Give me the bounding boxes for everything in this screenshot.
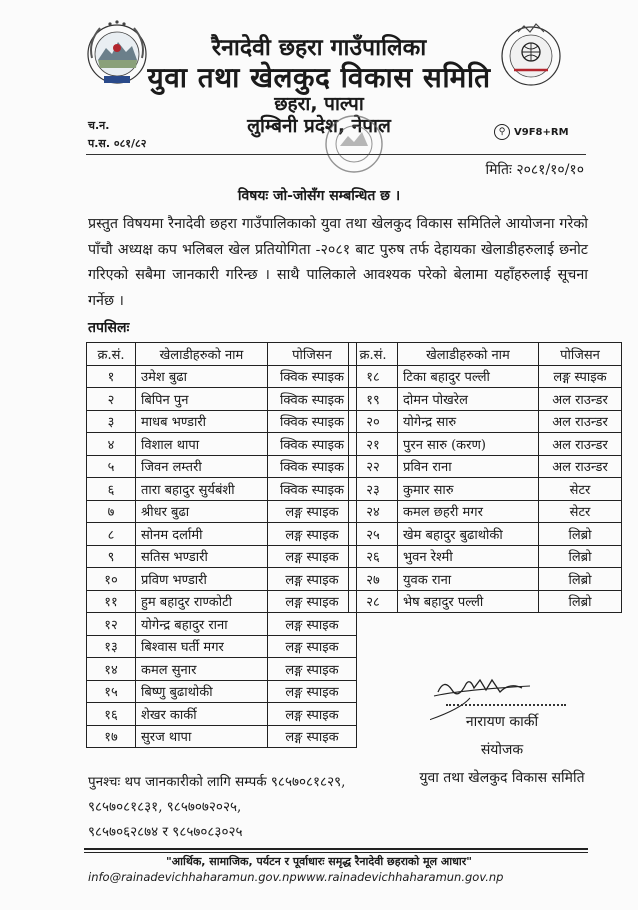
position-cell: लङ्ग स्पाइक	[268, 680, 357, 703]
table-row	[87, 433, 357, 456]
table-row	[349, 590, 622, 613]
table-row	[349, 388, 622, 411]
serial-cell: २८	[349, 590, 398, 613]
player-name-cell: श्रीधर बुढा	[136, 500, 268, 523]
table-row	[349, 433, 622, 456]
position-cell: लङ्ग स्पाइक	[268, 703, 357, 726]
serial-cell: ५	[87, 455, 136, 478]
player-name-cell: शेखर कार्की	[136, 703, 268, 726]
position-cell: क्विक स्पाइक	[268, 433, 357, 456]
player-name-cell: विशाल थापा	[136, 433, 268, 456]
position-cell: लिब्रो	[539, 523, 622, 546]
serial-cell: ७	[87, 500, 136, 523]
serial-cell: २१	[349, 433, 398, 456]
serial-cell: २७	[349, 568, 398, 591]
player-name-cell: सोनम दर्लामी	[136, 523, 268, 546]
footer-tagline: "आर्थिक, सामाजिक, पर्यटन र पूर्वाधारः समृद्ध रैनादेवी छहराको मूल आधार"	[166, 855, 472, 868]
serial-cell: १०	[87, 568, 136, 591]
player-name-cell: युवक राना	[398, 568, 539, 591]
player-name-cell: माधब भण्डारी	[136, 410, 268, 433]
position-cell: अल राउन्डर	[539, 388, 622, 411]
table-row	[349, 500, 622, 523]
serial-cell: २३	[349, 478, 398, 501]
player-name-cell: सतिस भण्डारी	[136, 545, 268, 568]
letter-body: प्रस्तुत विषयमा रैनादेवी छहरा गाउँपालिकाको युवा तथा खेलकुद विकास समितिले आयोजना गरेको पाँचौ अध्यक्ष कप भलिबल खेल प्रतियोगिता -२०८१ बाट पुरुष तर्फ देहायका खेलाडीहरुलाई छनोट गरिएको सबैमा जानकारी गरिन्छ । साथै पालिकाले आवश्यक परेको बेलामा यहाँहरुलाई सूचना गर्नेछ ।	[88, 216, 588, 309]
player-name-cell: भेष बहादुर पल्ली	[398, 590, 539, 613]
location-code-text: V9F8+RM	[514, 126, 569, 138]
table-row	[87, 523, 357, 546]
position-cell: लङ्ग स्पाइक	[268, 545, 357, 568]
position-cell: लङ्ग स्पाइक	[268, 523, 357, 546]
location-code	[494, 124, 569, 140]
player-name-cell: बिष्णु बुढाथोकी	[136, 680, 268, 703]
header-player-name: खेलाडीहरुको नाम	[136, 343, 268, 366]
position-cell: लङ्ग स्पाइक	[268, 725, 357, 748]
header-position: पोजिसन	[268, 343, 357, 366]
player-name-cell: टिका बहादुर पल्ली	[398, 365, 539, 388]
address-line-2: लुम्बिनी प्रदेश, नेपाल	[247, 115, 391, 137]
table-row	[87, 388, 357, 411]
position-cell: लङ्ग स्पाइक	[268, 568, 357, 591]
details-label: तपसिलः	[88, 320, 130, 336]
serial-cell: २४	[349, 500, 398, 523]
serial-cell: १८	[349, 365, 398, 388]
footer-divider	[84, 848, 588, 850]
table-row	[349, 545, 622, 568]
serial-cell: १४	[87, 658, 136, 681]
signatory-name: नारायण कार्की	[465, 714, 539, 730]
player-name-cell: सुरज थापा	[136, 725, 268, 748]
contact-line-3: ९८५७०६२८७४ र ९८५७०८३०२५	[88, 824, 243, 840]
position-cell: अल राउन्डर	[539, 433, 622, 456]
position-cell: क्विक स्पाइक	[268, 455, 357, 478]
table-row	[349, 568, 622, 591]
table-row	[87, 545, 357, 568]
players-table-left	[86, 342, 357, 748]
footer-divider-thin	[84, 852, 588, 853]
position-cell: लङ्ग स्पाइक	[268, 658, 357, 681]
player-name-cell: तारा बहादुर सुर्यबंशी	[136, 478, 268, 501]
player-name-cell: प्रविन राना	[398, 455, 539, 478]
serial-cell: ११	[87, 590, 136, 613]
signatory-role: संयोजक	[480, 742, 524, 758]
serial-cell: १७	[87, 725, 136, 748]
serial-cell: १५	[87, 680, 136, 703]
position-cell: लिब्रो	[539, 568, 622, 591]
postscript-contact	[88, 770, 398, 845]
header-player-name: खेलाडीहरुको नाम	[398, 343, 539, 366]
serial-cell: २०	[349, 410, 398, 433]
table-row	[87, 410, 357, 433]
table-row	[87, 613, 357, 636]
table-row	[87, 478, 357, 501]
table-row	[349, 455, 622, 478]
position-cell: अल राउन्डर	[539, 455, 622, 478]
table-row	[87, 680, 357, 703]
signatory-organization: युवा तथा खेलकुद विकास समिति	[419, 770, 585, 786]
player-name-cell: प्रविण भण्डारी	[136, 568, 268, 591]
footer-contact-links: info@rainadevichhaharamun.gov.npwww.rainadevichhaharamun.gov.np	[88, 870, 504, 884]
serial-cell: ४	[87, 433, 136, 456]
serial-cell: ९	[87, 545, 136, 568]
address-line-1: छहरा, पाल्पा	[274, 93, 364, 115]
player-name-cell: कमल सुनार	[136, 658, 268, 681]
fiscal-year-ref: प.स. ०८१/८२	[88, 137, 147, 150]
letter-subject: विषयः जो-जोसँग सम्बन्धित छ ।	[237, 188, 401, 204]
serial-cell: १२	[87, 613, 136, 636]
letter-date: मितिः २०८१/१०/१०	[485, 162, 584, 178]
position-cell: क्विक स्पाइक	[268, 410, 357, 433]
position-cell: लङ्ग स्पाइक	[268, 500, 357, 523]
serial-cell: १९	[349, 388, 398, 411]
office-seal	[322, 112, 386, 176]
table-row	[87, 568, 357, 591]
letter-number: च.न.	[88, 119, 110, 132]
position-cell: सेटर	[539, 478, 622, 501]
serial-cell: ३	[87, 410, 136, 433]
serial-cell: १६	[87, 703, 136, 726]
header-divider	[86, 154, 586, 155]
position-cell: लिब्रो	[539, 590, 622, 613]
contact-line-2: ९८५७०८१८३१, ९८५७०७२०२५,	[88, 799, 242, 815]
position-cell: क्विक स्पाइक	[268, 365, 357, 388]
table-row	[349, 478, 622, 501]
serial-cell: २	[87, 388, 136, 411]
table-row	[87, 635, 357, 658]
table-row	[87, 365, 357, 388]
table-row	[87, 500, 357, 523]
committee-name: युवा तथा खेलकुद विकास समिति	[147, 61, 491, 94]
player-name-cell: बिपिन पुन	[136, 388, 268, 411]
serial-cell: २२	[349, 455, 398, 478]
player-name-cell: हुम बहादुर राण्कोटी	[136, 590, 268, 613]
position-cell: लङ्ग स्पाइक	[268, 613, 357, 636]
table-row	[349, 410, 622, 433]
position-cell: लङ्ग स्पाइक	[268, 635, 357, 658]
header-serial: क्र.सं.	[349, 343, 398, 366]
position-cell: सेटर	[539, 500, 622, 523]
player-name-cell: कमल छहरी मगर	[398, 500, 539, 523]
location-pin-icon: ⚲	[494, 124, 510, 140]
serial-cell: १३	[87, 635, 136, 658]
player-name-cell: पुरन सारु (करण)	[398, 433, 539, 456]
position-cell: लङ्ग स्पाइक	[539, 365, 622, 388]
player-name-cell: भुवन रेश्मी	[398, 545, 539, 568]
org-name: रैनादेवी छहरा गाउँपालिका	[211, 35, 427, 61]
table-row	[87, 590, 357, 613]
position-cell: क्विक स्पाइक	[268, 478, 357, 501]
signature-line	[446, 704, 566, 706]
table-row	[349, 523, 622, 546]
serial-cell: ८	[87, 523, 136, 546]
serial-cell: २६	[349, 545, 398, 568]
serial-cell: ६	[87, 478, 136, 501]
header-position: पोजिसन	[539, 343, 622, 366]
serial-cell: १	[87, 365, 136, 388]
player-name-cell: योगेन्द्र सारु	[398, 410, 539, 433]
player-name-cell: कुमार सारु	[398, 478, 539, 501]
table-row	[87, 455, 357, 478]
header-serial: क्र.सं.	[87, 343, 136, 366]
contact-line-1: पुनश्चः थप जानकारीको लागि सम्पर्क ९८५७०८१८२९,	[88, 774, 346, 790]
player-name-cell: जिवन लम्तरी	[136, 455, 268, 478]
player-name-cell: दोमन पोखरेल	[398, 388, 539, 411]
player-name-cell: योगेन्द्र बहादुर राना	[136, 613, 268, 636]
serial-cell: २५	[349, 523, 398, 546]
position-cell: क्विक स्पाइक	[268, 388, 357, 411]
player-name-cell: बिश्वास घर्ती मगर	[136, 635, 268, 658]
position-cell: लङ्ग स्पाइक	[268, 590, 357, 613]
position-cell: अल राउन्डर	[539, 410, 622, 433]
player-name-cell: उमेश बुढा	[136, 365, 268, 388]
player-name-cell: खेम बहादुर बुढाथोकी	[398, 523, 539, 546]
table-row	[87, 658, 357, 681]
table-row	[349, 365, 622, 388]
players-table-right	[348, 342, 622, 613]
position-cell: लिब्रो	[539, 545, 622, 568]
